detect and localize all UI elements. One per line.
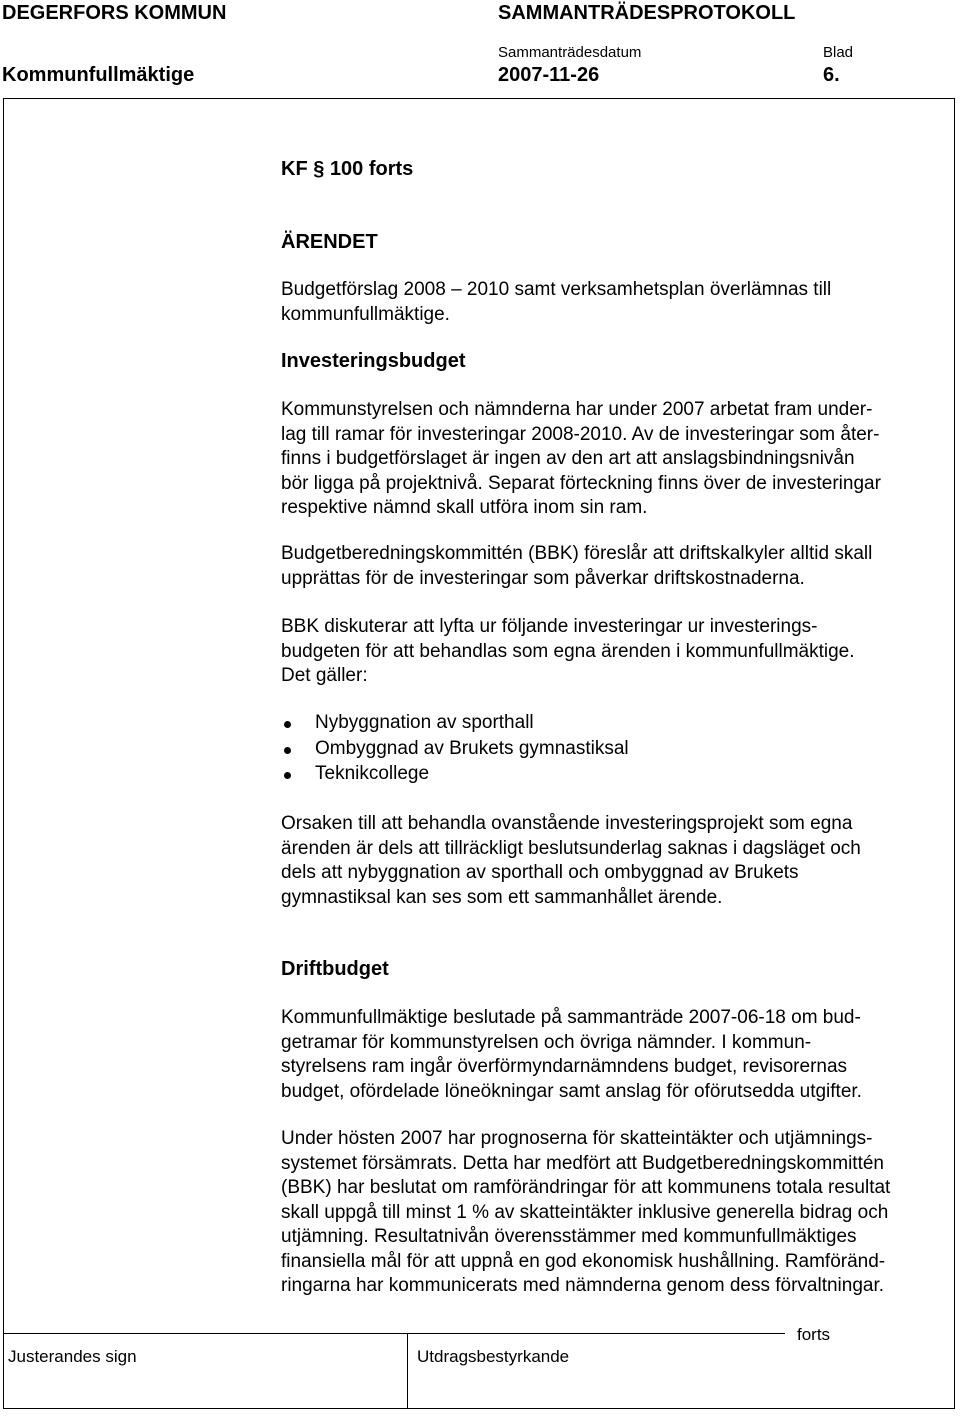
text-line: BBK diskuterar att lyfta ur följande investeringar ur investerings- — [281, 616, 818, 637]
text-line: utjämning. Resultatnivån överensstämmer med kommunfullmäktiges — [281, 1226, 857, 1247]
justerandes-sign-label: Justerandes sign — [8, 1347, 137, 1366]
drift-heading: Driftbudget — [281, 958, 389, 980]
invest-paragraph-4 — [281, 812, 861, 910]
text-line: respektive nämnd skall utföra inom sin ram. — [281, 497, 648, 518]
text-line: bör ligga på projektnivå. Separat förteckning finns över de investeringar — [281, 472, 881, 494]
text-line: budget, ofördelade löneökningar samt anslag för oförutsedda utgifter. — [281, 1080, 862, 1102]
invest-paragraph-3 — [281, 615, 855, 689]
text-line: getramar för kommunstyrelsen och övriga nämnder. I kommun- — [281, 1031, 812, 1053]
invest-paragraph-1 — [281, 398, 881, 521]
text-line: finns i budgetförslaget är ingen av den art att anslagsbindningsnivån — [281, 448, 855, 469]
doc-type: SAMMANTRÄDESPROTOKOLL — [498, 2, 796, 24]
text-line: ärenden är dels att tillräckligt beslutsunderlag saknas i dagsläget och — [281, 837, 861, 859]
footer-divider — [3, 1333, 785, 1334]
text-line: ringarna har kommunicerats med nämnderna genom dess förvaltningar. — [281, 1275, 885, 1296]
text-line: skall uppgå till minst 1 % av skatteintäkter inklusive generella bidrag och — [281, 1201, 889, 1223]
text-line: Budgetförslag 2008 – 2010 samt verksamhetsplan överlämnas till — [281, 279, 832, 300]
section-title: KF § 100 forts — [281, 158, 414, 180]
drift-paragraph-2 — [281, 1127, 890, 1299]
text-line: Kommunfullmäktige beslutade på sammanträde 2007-06-18 om bud- — [281, 1007, 861, 1028]
org-name: DEGERFORS KOMMUN — [2, 2, 227, 24]
text-line: systemet försämrats. Detta har medfört att Budgetberedningskommittén — [281, 1152, 884, 1174]
text-line: Under hösten 2007 har prognoserna för skatteintäkter och utjämnings- — [281, 1128, 873, 1149]
invest-heading: Investeringsbudget — [281, 350, 466, 372]
bullet-icon — [284, 721, 291, 728]
text-line: styrelsens ram ingår överförmyndarnämndens budget, revisorernas — [281, 1056, 848, 1077]
meeting-date: 2007-11-26 — [498, 64, 600, 86]
list-item — [281, 712, 951, 738]
text-line: budgeten för att behandlas som egna ärenden i kommunfullmäktige. — [281, 640, 855, 662]
bullet-icon — [284, 772, 291, 779]
list-item-text: Nybyggnation av sporthall — [315, 712, 534, 733]
invest-paragraph-2 — [281, 542, 872, 591]
text-line: Kommunstyrelsen och nämnderna har under 2007 arbetat fram under- — [281, 399, 873, 420]
text-line: Orsaken till att behandla ovanstående investeringsprojekt som egna — [281, 813, 853, 834]
text-line: (BBK) har beslutat om ramförändringar för att kommunens totala resultat — [281, 1177, 891, 1198]
utdragsbestyrkande-label: Utdragsbestyrkande — [417, 1347, 570, 1366]
text-line: kommunfullmäktige. — [281, 303, 450, 325]
list-item — [281, 738, 951, 764]
text-line: Budgetberedningskommittén (BBK) föreslår att driftskalkyler alltid skall — [281, 543, 873, 564]
forts-label: forts — [797, 1325, 831, 1344]
date-label: Sammanträdesdatum — [498, 44, 642, 61]
text-line: upprättas för de investeringar som påverkar driftskostnaderna. — [281, 567, 805, 589]
text-line: finansiella mål för att uppnå en god ekonomisk hushållning. Ramföränd- — [281, 1250, 886, 1272]
list-item-text: Ombyggnad av Brukets gymnastiksal — [315, 737, 629, 759]
arende-heading: ÄRENDET — [281, 231, 378, 253]
bullet-list — [281, 712, 951, 789]
page-number: 6. — [823, 64, 840, 86]
text-line: lag till ramar för investeringar 2008-2010. Av de investeringar som åter- — [281, 423, 880, 445]
list-item — [281, 763, 951, 789]
text-line: gymnastiksal kan ses som ett sammanhållet ärende. — [281, 886, 723, 908]
page-label: Blad — [823, 44, 854, 61]
list-item-text: Teknikcollege — [315, 763, 430, 784]
body-name: Kommunfullmäktige — [2, 64, 195, 86]
text-line: Det gäller: — [281, 665, 368, 686]
arende-text — [281, 278, 831, 327]
text-line: dels att nybyggnation av sporthall och ombyggnad av Brukets — [281, 862, 799, 883]
bullet-icon — [284, 747, 291, 754]
drift-paragraph-1 — [281, 1006, 862, 1104]
footer-column-divider — [407, 1333, 408, 1409]
